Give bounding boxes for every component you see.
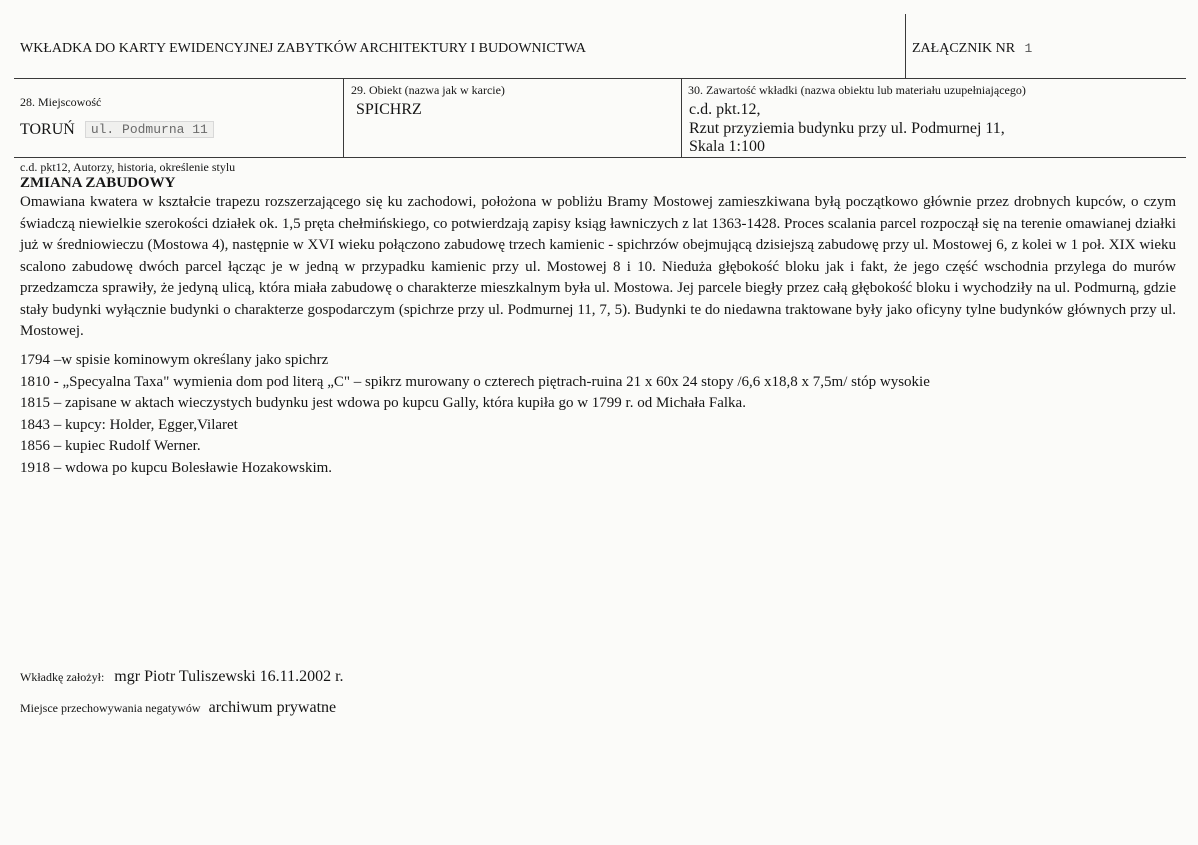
contents-line-2: Rzut przyziemia budynku przy ul. Podmurnej 11, (689, 120, 1005, 137)
field-divider-1 (343, 78, 344, 158)
field-divider-2 (681, 78, 682, 158)
attachment-number-value: 1 (1024, 41, 1033, 56)
history-entry: 1815 – zapisane w aktach wieczystych budynku jest wdowa po kupcu Gally, która kupiła go w 1799 r. od Michała Falka. (20, 395, 746, 411)
history-paragraph (20, 192, 1176, 343)
section-heading: ZMIANA ZABUDOWY (20, 175, 176, 191)
created-by (20, 668, 344, 686)
created-by-label: Wkładkę założył: (20, 670, 105, 684)
negatives-location (20, 699, 336, 717)
created-by-value: mgr Piotr Tuliszewski 16.11.2002 r. (114, 668, 344, 685)
locality-value: TORUŃ (20, 121, 75, 138)
header-divider-vertical (905, 14, 906, 78)
address-stamp: ul. Podmurna 11 (85, 121, 214, 138)
negatives-label: Miejsce przechowywania negatywów (20, 701, 201, 715)
contents-line-3: Skala 1:100 (689, 138, 765, 155)
header-rule (14, 78, 1186, 79)
fields-rule (14, 157, 1186, 158)
history-entry: 1918 – wdowa po kupcu Bolesławie Hozakowskim. (20, 459, 333, 476)
attachment-number (912, 41, 1032, 57)
section-subheader: c.d. pkt12, Autorzy, historia, określenie stylu (20, 160, 236, 174)
history-entry: 1856 – kupiec Rudolf Werner. (20, 438, 201, 454)
contents-label: 30. Zawartość wkładki (nazwa obiektu lub materiału uzupełniającego) (688, 83, 1026, 97)
attachment-label: ZAŁĄCZNIK NR (912, 41, 1016, 56)
object-label: 29. Obiekt (nazwa jak w karcie) (351, 83, 505, 97)
form-title: WKŁADKA DO KARTY EWIDENCYJNEJ ZABYTKÓW ARCHITEKTURY I BUDOWNICTWA (20, 41, 586, 56)
history-entry: 1794 –w spisie kominowym określany jako spichrz (20, 352, 329, 368)
negatives-value: archiwum prywatne (208, 699, 337, 716)
locality (20, 121, 214, 139)
object-value: SPICHRZ (356, 101, 422, 118)
history-entries (20, 350, 930, 479)
history-paragraph-text: Omawiana kwatera w kształcie trapezu rozszerzającego się ku zachodowi, położona w pobliżu Bramy Mostowej zamieszkiwana byłą początkowo głównie przez drobnych kupców, o czym świadczą niewielkie szerokości działek ok. 1,5 pręta chełmińskiego, co potwierdzają zapisy ksiąg ławniczych z lat 1363-1428. Proces scalania parcel rozpoczął się na terenie omawianej działki już w średniowieczu (Mostowa 4), następnie w XVI wieku połączono zabudowę trzech kamienic - spichrzów obejmującą dzisiejszą zabudowę przy ul. Mostowej 6, z kolei w 1 poł. XIX wieku scalono zabudowę dwóch parcel łącząc je w jedną w przypadku kamienic przy ul. Mostowej 8 i 10. Nieduża głębokość bloku jak i fakt, że jego część wschodnia przylega do murów przedzamcza sprawiły, że jedyną ulicą, która miała zabudowę o charakterze mieszkalnym była ul. Mostowa. Jej parcele biegły przez całą głębokość bloku i wychodziły na ul. Podmurną, gdzie stały budynki wyłącznie budynki o charakterze gospodarczym (spichrze przy ul. Podmurnej 11, 7, 5). Budynki te do niedawna traktowane były jako oficyny tylne budynków głównych przy ul. Mostowej. (20, 194, 1176, 339)
contents-line-1: c.d. pkt.12, (689, 101, 761, 118)
history-entry: 1810 - „Specyalna Taxa" wymienia dom pod literą „C" – spikrz murowany o czterech piętrach-ruina 21 x 60x 24 stopy /6,6 x18,8 x 7,5m/ stóp wysokie (20, 373, 930, 390)
locality-label: 28. Miejscowość (20, 95, 102, 109)
history-entry: 1843 – kupcy: Holder, Egger,Vilaret (20, 416, 238, 433)
